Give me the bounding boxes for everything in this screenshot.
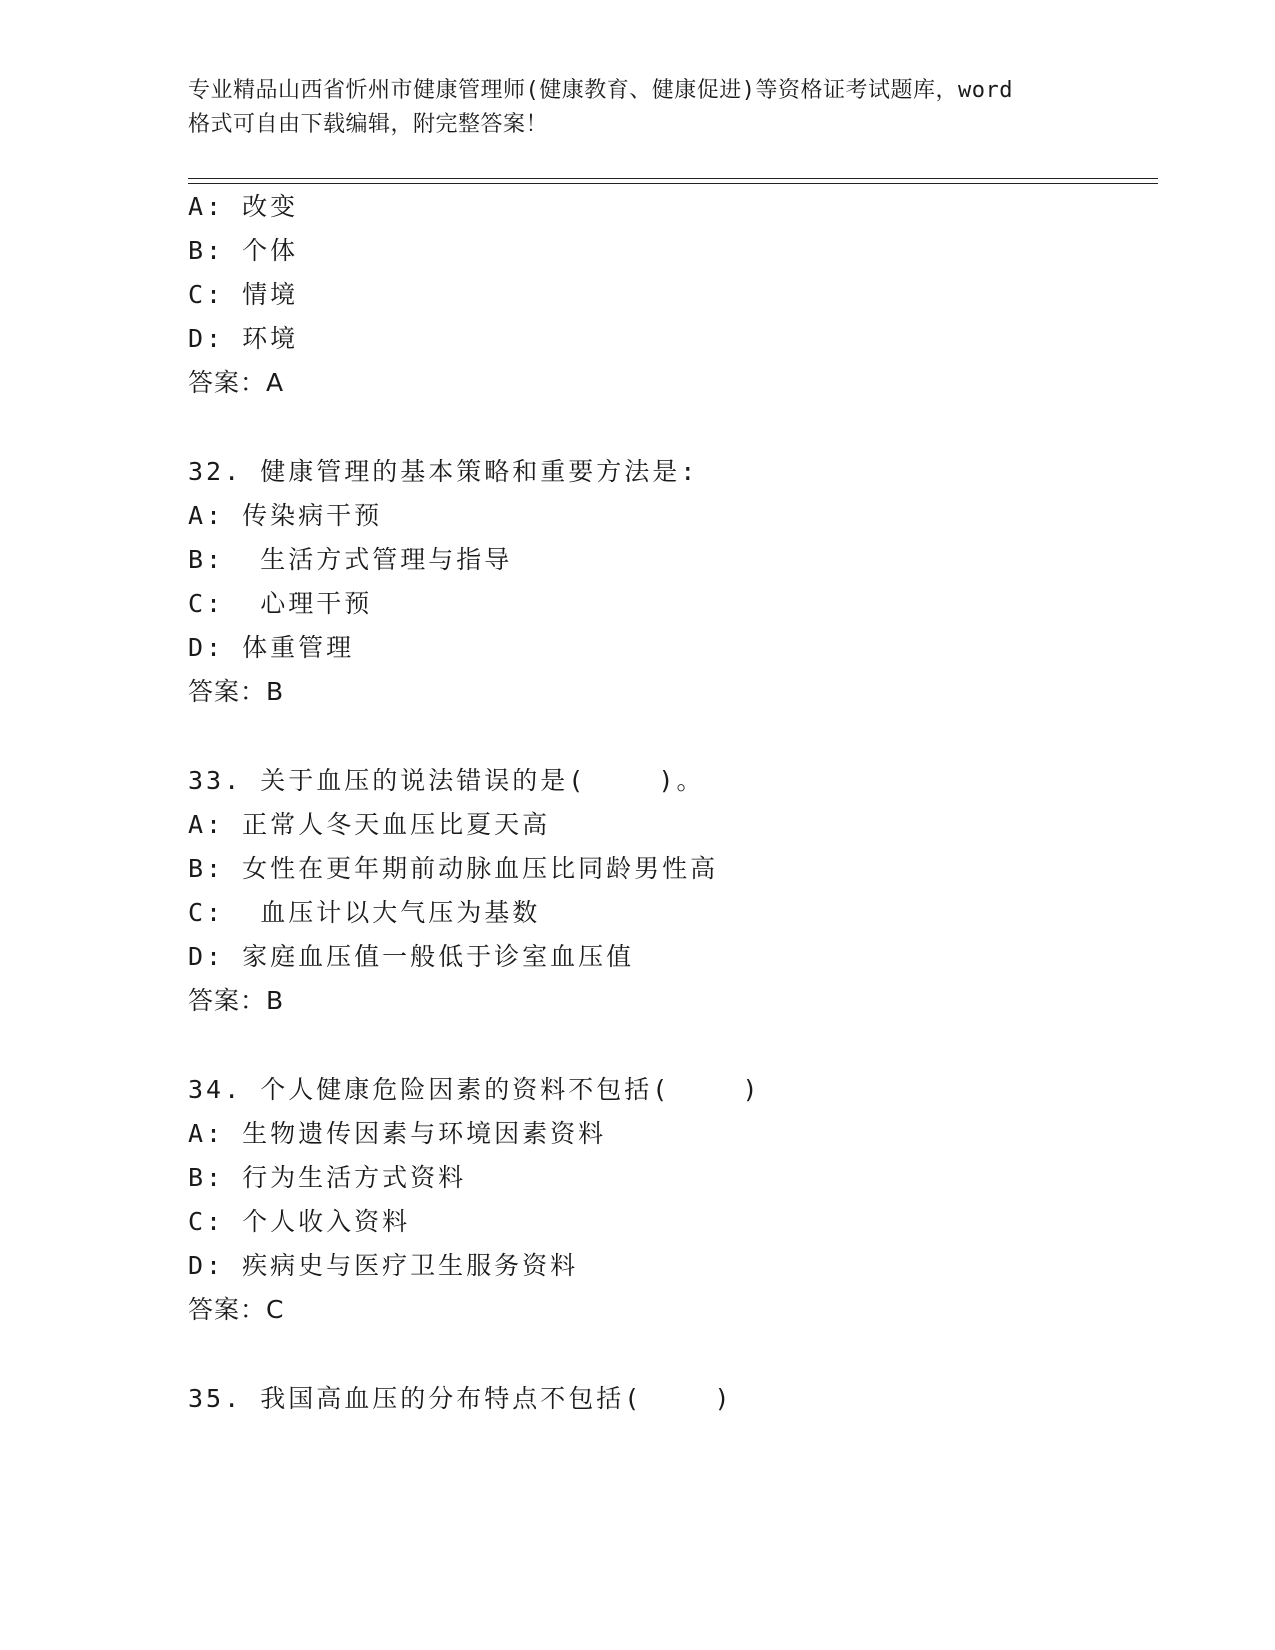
header-line-2: 格式可自由下载编辑，附完整答案！: [188, 112, 549, 137]
option-d: D: 环境: [188, 324, 299, 353]
option-c: C: 情境: [188, 280, 299, 309]
answer-line: 答案：B: [188, 986, 285, 1015]
question-32: 32. 健康管理的基本策略和重要方法是:: [188, 457, 699, 486]
question-35: 35. 我国高血压的分布特点不包括( ): [188, 1384, 733, 1413]
document-header: [188, 74, 1088, 142]
question-33: 33. 关于血压的说法错误的是( )。: [188, 766, 705, 795]
option-c: C: 血压计以大气压为基数: [188, 898, 541, 927]
header-line-1: 专业精品山西省忻州市健康管理师(健康教育、健康促进)等资格证考试题库，word: [188, 78, 1013, 103]
option-b: B: 生活方式管理与指导: [188, 545, 513, 574]
answer-line: 答案：B: [188, 677, 285, 706]
header-divider-bottom: [188, 183, 1158, 184]
option-c: C: 个人收入资料: [188, 1207, 411, 1236]
question-34: 34. 个人健康危险因素的资料不包括( ): [188, 1075, 761, 1104]
option-a: A: 改变: [188, 192, 299, 221]
option-d: D: 疾病史与医疗卫生服务资料: [188, 1251, 579, 1280]
option-a: A: 传染病干预: [188, 501, 383, 530]
header-divider-top: [188, 178, 1158, 179]
option-b: B: 行为生活方式资料: [188, 1163, 467, 1192]
option-c: C: 心理干预: [188, 589, 373, 618]
option-d: D: 体重管理: [188, 633, 355, 662]
answer-line: 答案：A: [188, 368, 285, 397]
option-d: D: 家庭血压值一般低于诊室血压值: [188, 942, 635, 971]
answer-line: 答案：C: [188, 1295, 285, 1324]
option-a: A: 生物遗传因素与环境因素资料: [188, 1119, 607, 1148]
option-b: B: 女性在更年期前动脉血压比同龄男性高: [188, 854, 719, 883]
option-a: A: 正常人冬天血压比夏天高: [188, 810, 551, 839]
option-b: B: 个体: [188, 236, 299, 265]
